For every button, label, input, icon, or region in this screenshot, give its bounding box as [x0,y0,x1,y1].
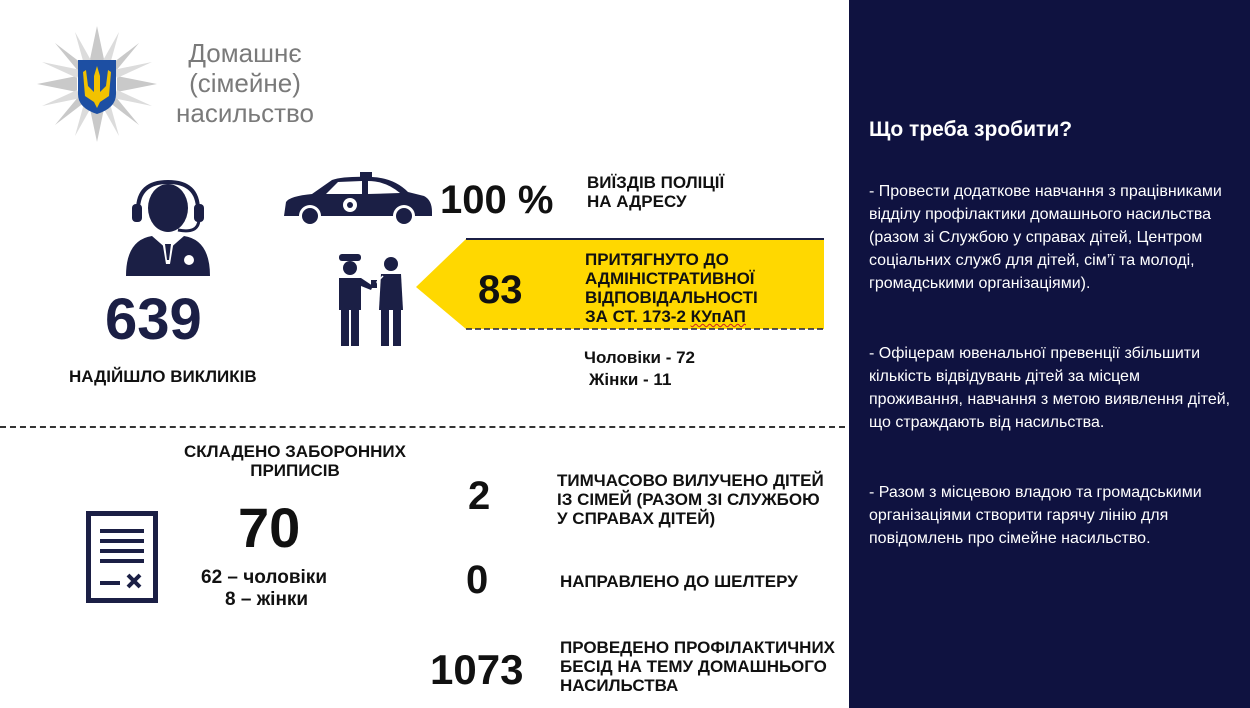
children-removed-label [557,471,824,528]
admin-label [585,250,758,326]
operator-headset-icon [122,180,214,276]
talks-value: 1073 [430,646,524,693]
recommendation-item: - Провести додаткове навчання з працівниками відділу профілактики домашнього насильства (разом зі Службою у справах дітей, Центром соціальних служб для дітей, сім’ї та молоді, громадськими організаціями). [869,183,1222,292]
police-car-icon [282,172,434,228]
calls-label: НАДІЙШЛО ВИКЛИКІВ [69,367,257,386]
page-title [176,38,314,128]
label-prefix: ЗА СТ. 173-2 [585,307,691,326]
orders-women: 8 – жінки [225,589,309,610]
police-visits-value: 100 % [440,178,554,222]
admin-value: 83 [478,268,523,312]
officer-citizen-icon [335,252,409,348]
label-line: ТИМЧАСОВО ВИЛУЧЕНО ДІТЕЙ [557,471,824,490]
shelter-value: 0 [466,558,489,602]
label-line: АДМІНІСТРАТИВНОЇ [585,269,755,288]
calls-value: 639 [105,287,202,352]
label-line: ІЗ СІМЕЙ (РАЗОМ ЗІ СЛУЖБОЮ [557,490,820,509]
document-icon [86,511,158,603]
orders-label [150,442,440,480]
label-line: ПРИПИСІВ [250,461,340,480]
talks-label [560,638,835,695]
label-line: У СПРАВАХ ДІТЕЙ) [557,509,716,528]
admin-women: Жінки - 11 [589,370,672,389]
orders-value: 70 [238,496,301,559]
shelter-label: НАПРАВЛЕНО ДО ШЕЛТЕРУ [560,572,798,591]
panel-heading: Що треба зробити? [869,118,1073,141]
title-line: насильство [176,98,314,128]
police-visits-label [587,173,724,211]
label-line: ПРОВЕДЕНО ПРОФІЛАКТИЧНИХ [560,638,836,657]
recommendation-item: - Офіцерам ювенальної превенції збільшити кількість відвідувань дітей за місцем проживання, навчання з метою виявлення дітей, що страждають від насильства. [869,345,1231,431]
label-line: НА АДРЕСУ [587,192,687,211]
recommendation-item: - Разом з місцевою владою та громадськими організаціями створити гарячу лінію для повідомлень про сімейне насильство. [869,484,1202,547]
label-line: НАСИЛЬСТВА [560,676,679,695]
admin-men: Чоловіки - 72 [584,348,696,367]
label-line: ВИЇЗДІВ ПОЛІЦІЇ [587,173,725,192]
label-line: БЕСІД НА ТЕМУ ДОМАШНЬОГО [560,657,827,676]
children-removed-value: 2 [468,474,491,518]
title-line: Домашнє [188,38,302,68]
label-line: ПРИТЯГНУТО ДО [585,250,729,269]
law-code: КУпАП [690,307,746,326]
recommendations-panel [849,0,1250,708]
label-line [585,307,758,326]
orders-men: 62 – чоловіки [201,567,327,588]
label-line: СКЛАДЕНО ЗАБОРОННИХ [184,442,406,461]
title-line: (сімейне) [189,68,301,98]
section-divider [0,426,845,428]
label-line: ВІДПОВІДАЛЬНОСТІ [585,288,758,307]
police-star-emblem-icon [36,26,158,142]
